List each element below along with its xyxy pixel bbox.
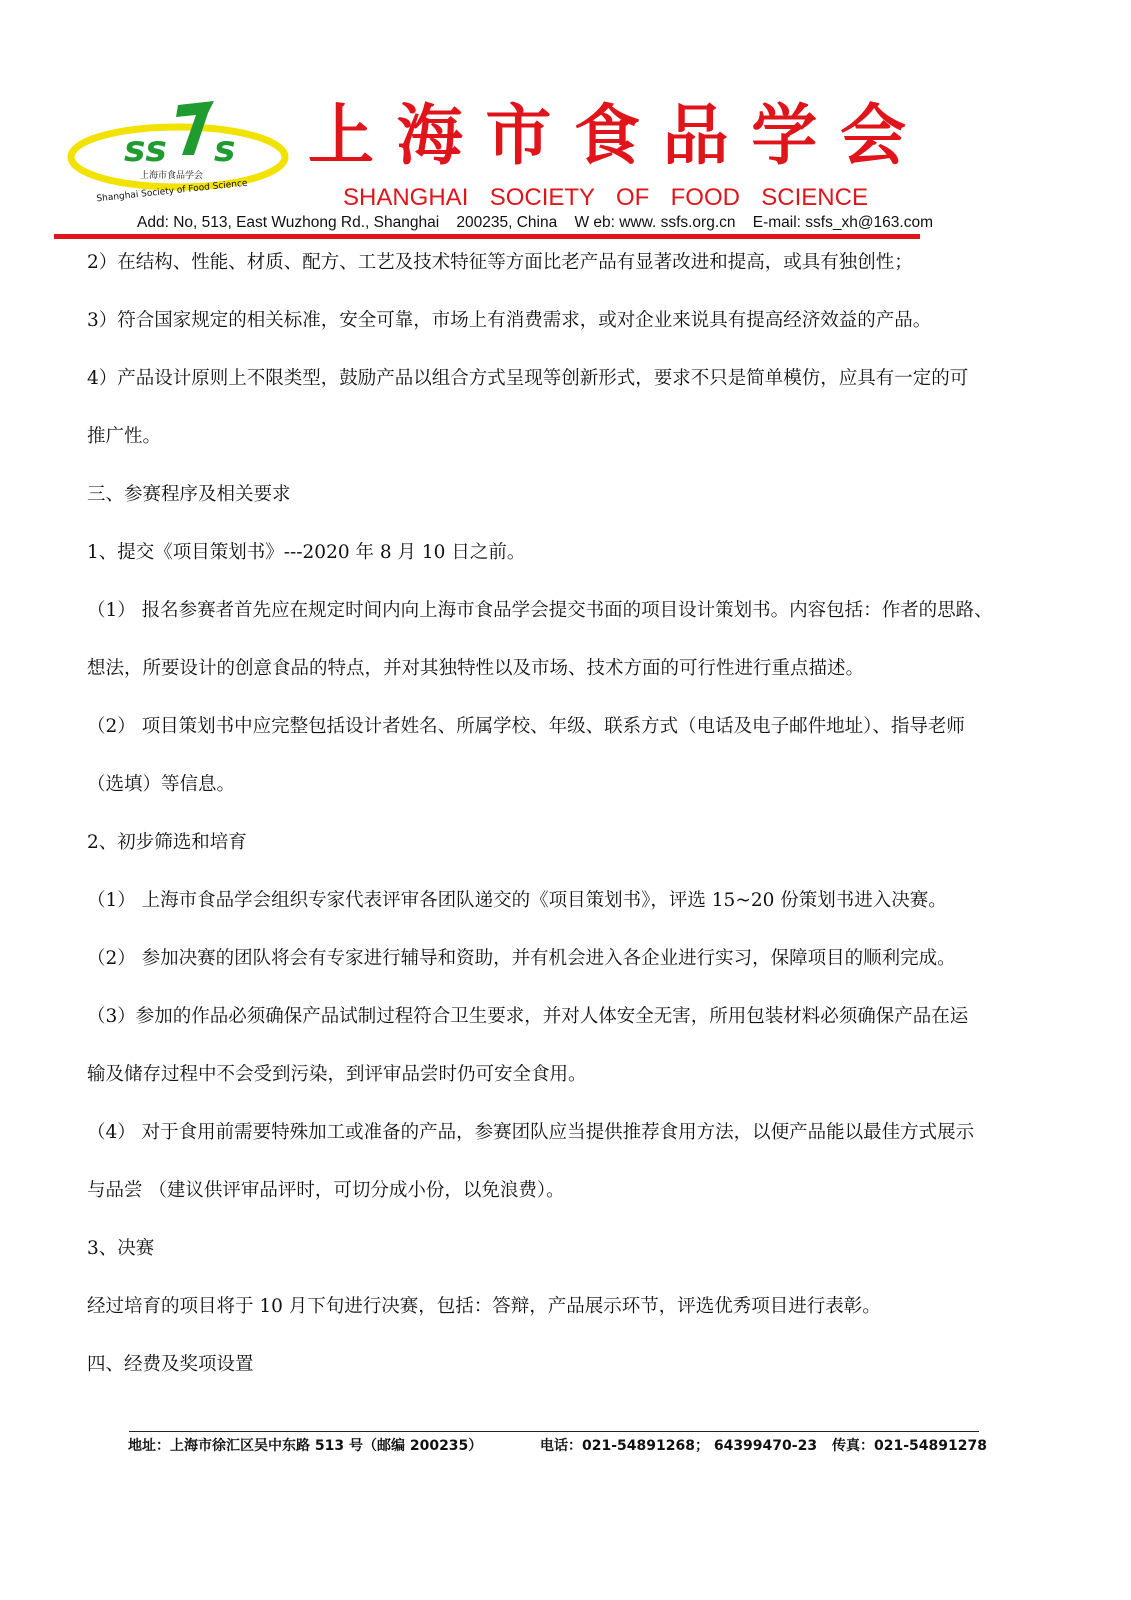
body-line: 与品尝 （建议供评审品评时，可切分成小份，以免浪费）。: [87, 1180, 565, 1201]
subsection-heading: 3、决赛: [87, 1238, 155, 1259]
body-line: 2）在结构、性能、材质、配方、工艺及技术特征等方面比老产品有显著改进和提高，或具有独创性；: [87, 252, 913, 273]
society-title-cn: [308, 95, 908, 175]
section-heading: 四、经费及奖项设置: [87, 1354, 254, 1375]
body-line: （2） 项目策划书中应完整包括设计者姓名、所属学校、年级、联系方式（电话及电子邮件地址）、指导老师: [87, 716, 965, 737]
contact-line: Add: No, 513, East Wuzhong Rd., Shanghai 200235, China W eb: www. ssfs.org.cn E-mail: ssfs_xh@163.com: [137, 214, 934, 231]
title-char: 食: [573, 96, 642, 174]
svg-text:ss: ss: [124, 129, 167, 170]
body-line: 经过培育的项目将于 10 月下旬进行决赛，包括：答辩，产品展示环节，评选优秀项目进行表彰。: [87, 1296, 881, 1317]
body-line: 想法，所要设计的创意食品的特点，并对其独特性以及市场、技术方面的可行性进行重点描述。: [87, 658, 865, 679]
society-logo: [66, 95, 296, 205]
title-char: 品: [662, 96, 731, 174]
footer-address: 地址：上海市徐汇区吴中东路 513 号（邮编 200235）: [128, 1438, 483, 1454]
body-line: 4）产品设计原则上不限类型，鼓励产品以组合方式呈现等创新形式，要求不只是简单模仿，应具有一定的可: [87, 368, 969, 389]
body-line: 输及储存过程中不会受到污染，到评审品尝时仍可安全食用。: [87, 1064, 587, 1085]
body-line: 1、提交《项目策划书》---2020 年 8 月 10 日之前。: [87, 542, 526, 563]
footer-fax: 传真：021-54891278: [832, 1438, 987, 1454]
body-line: （2） 参加决赛的团队将会有专家进行辅导和资助，并有机会进入各企业进行实习，保障项目的顺利完成。: [87, 948, 956, 969]
body-line: （3）参加的作品必须确保产品试制过程符合卫生要求，并对人体安全无害，所用包装材料必须确保产品在运: [87, 1006, 969, 1027]
subsection-heading: 2、初步筛选和培育: [87, 832, 247, 853]
title-char: 市: [485, 96, 554, 174]
body-line: 3）符合国家规定的相关标准，安全可靠，市场上有消费需求，或对企业来说具有提高经济效益的产品。: [87, 310, 932, 331]
footer-divider: [129, 1431, 979, 1432]
footer-phone: 电话：021-54891268； 64399470-23: [540, 1438, 818, 1454]
body-line: （1） 上海市食品学会组织专家代表评审各团队递交的《项目策划书》，评选 15~20 份策划书进入决赛。: [87, 890, 947, 911]
body-line: （1） 报名参赛者首先应在规定时间内向上海市食品学会提交书面的项目设计策划书。内容包括：作者的思路、: [87, 600, 993, 621]
section-heading: 三、参赛程序及相关要求: [87, 484, 291, 505]
body-line: （选填）等信息。: [87, 774, 236, 795]
header-divider: [54, 234, 920, 239]
title-char: 海: [396, 96, 465, 174]
title-char: 学: [751, 96, 820, 174]
svg-text:s: s: [214, 129, 236, 170]
body-line: 推广性。: [87, 426, 162, 447]
title-char: 会: [839, 96, 908, 174]
svg-text:Shanghai Society of Food Scien: Shanghai Society of Food Science: [96, 178, 248, 205]
body-line: （4） 对于食用前需要特殊加工或准备的产品，参赛团队应当提供推荐食用方法，以便产品能以最佳方式展示: [87, 1122, 975, 1143]
svg-text:上海市食品学会: 上海市食品学会: [140, 171, 204, 181]
society-title-en: SHANGHAI SOCIETY OF FOOD SCIENCE: [343, 184, 868, 211]
title-char: 上: [308, 96, 376, 174]
